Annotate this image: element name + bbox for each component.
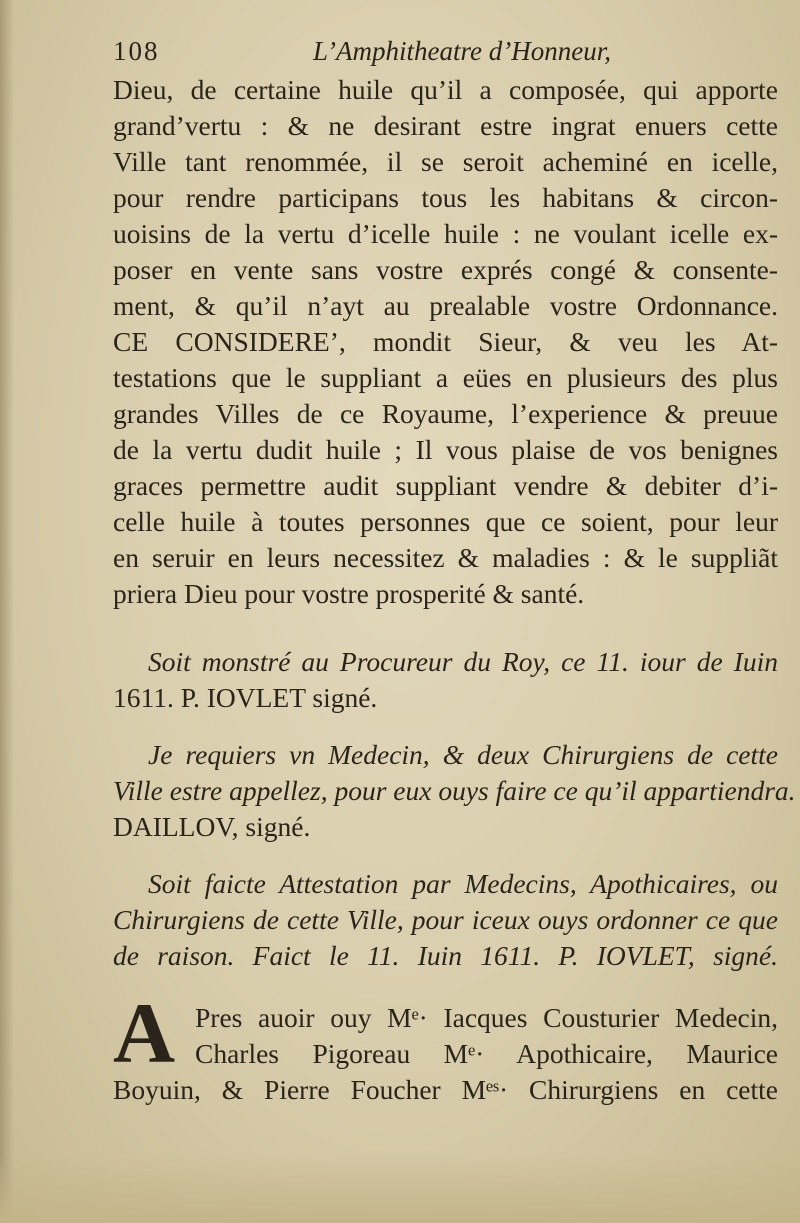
petition-line: celle huile à toutes personnes que ce soient, pour leur bbox=[113, 506, 778, 537]
order-line: de raison. Faict le 11. Iuin 1611. P. IOVLET, signé. bbox=[113, 940, 778, 971]
order-line: Soit faicte Attestation par Medecins, Apothicaires, ou bbox=[148, 868, 778, 899]
page-number: 108 bbox=[113, 36, 160, 66]
petition-line: testations que le suppliant a eües en plusieurs des plus bbox=[113, 362, 778, 393]
page-edge-shadow bbox=[0, 0, 14, 1223]
petition-line: Ville tant renommée, il se seroit acheminé en icelle, bbox=[113, 146, 778, 177]
petition-line: pour rendre participans tous les habitans & circon- bbox=[113, 182, 778, 213]
petition-line: CE CONSIDERE’, mondit Sieur, & veu les At- bbox=[113, 326, 778, 357]
petition-line: grandes Villes de ce Royaume, l’experience & preuue bbox=[113, 398, 778, 429]
order-line: 1611. P. IOVLET signé. bbox=[113, 682, 378, 713]
final-line: Charles Pigoreau Mᵉ· Apothicaire, Maurice bbox=[195, 1038, 778, 1069]
petition-line: poser en vente sans vostre exprés congé & consente- bbox=[113, 254, 778, 285]
petition-line: priera Dieu pour vostre prosperité & santé. bbox=[113, 578, 585, 609]
running-title: L’Amphitheatre d’Honneur, bbox=[313, 36, 611, 66]
final-line: Boyuin, & Pierre Foucher Mᵉˢ· Chirurgiens en cette bbox=[113, 1074, 778, 1105]
order-line: Soit monstré au Procureur du Roy, ce 11. iour de Iuin bbox=[148, 646, 778, 677]
drop-cap: A bbox=[113, 985, 176, 1081]
order-line: Je requiers vn Medecin, & deux Chirurgiens de cette bbox=[148, 739, 778, 770]
page-bottom-shadow bbox=[0, 1153, 800, 1223]
petition-line: de la vertu dudit huile ; Il vous plaise de vos benignes bbox=[113, 434, 778, 465]
order-line: Ville estre appellez, pour eux ouys faire ce qu’il appartiendra. bbox=[113, 775, 796, 806]
order-line: DAILLOV, signé. bbox=[113, 811, 311, 842]
petition-line: Dieu, de certaine huile qu’il a composée, qui apporte bbox=[113, 74, 778, 105]
petition-line: grand’vertu : & ne desirant estre ingrat enuers cette bbox=[113, 110, 778, 141]
petition-line: graces permettre audit suppliant vendre & debiter d’i- bbox=[113, 470, 778, 501]
petition-line: ment, & qu’il n’ayt au prealable vostre Ordonnance. bbox=[113, 290, 778, 321]
petition-line: uoisins de la vertu d’icelle huile : ne voulant icelle ex- bbox=[113, 218, 778, 249]
final-line: Pres auoir ouy Mᵉ· Iacques Cousturier Medecin, bbox=[195, 1002, 778, 1033]
petition-line: en seruir en leurs necessitez & maladies : & le suppliãt bbox=[113, 542, 778, 573]
page-header bbox=[113, 36, 673, 72]
order-line: Chirurgiens de cette Ville, pour iceux ouys ordonner ce que bbox=[113, 904, 778, 935]
